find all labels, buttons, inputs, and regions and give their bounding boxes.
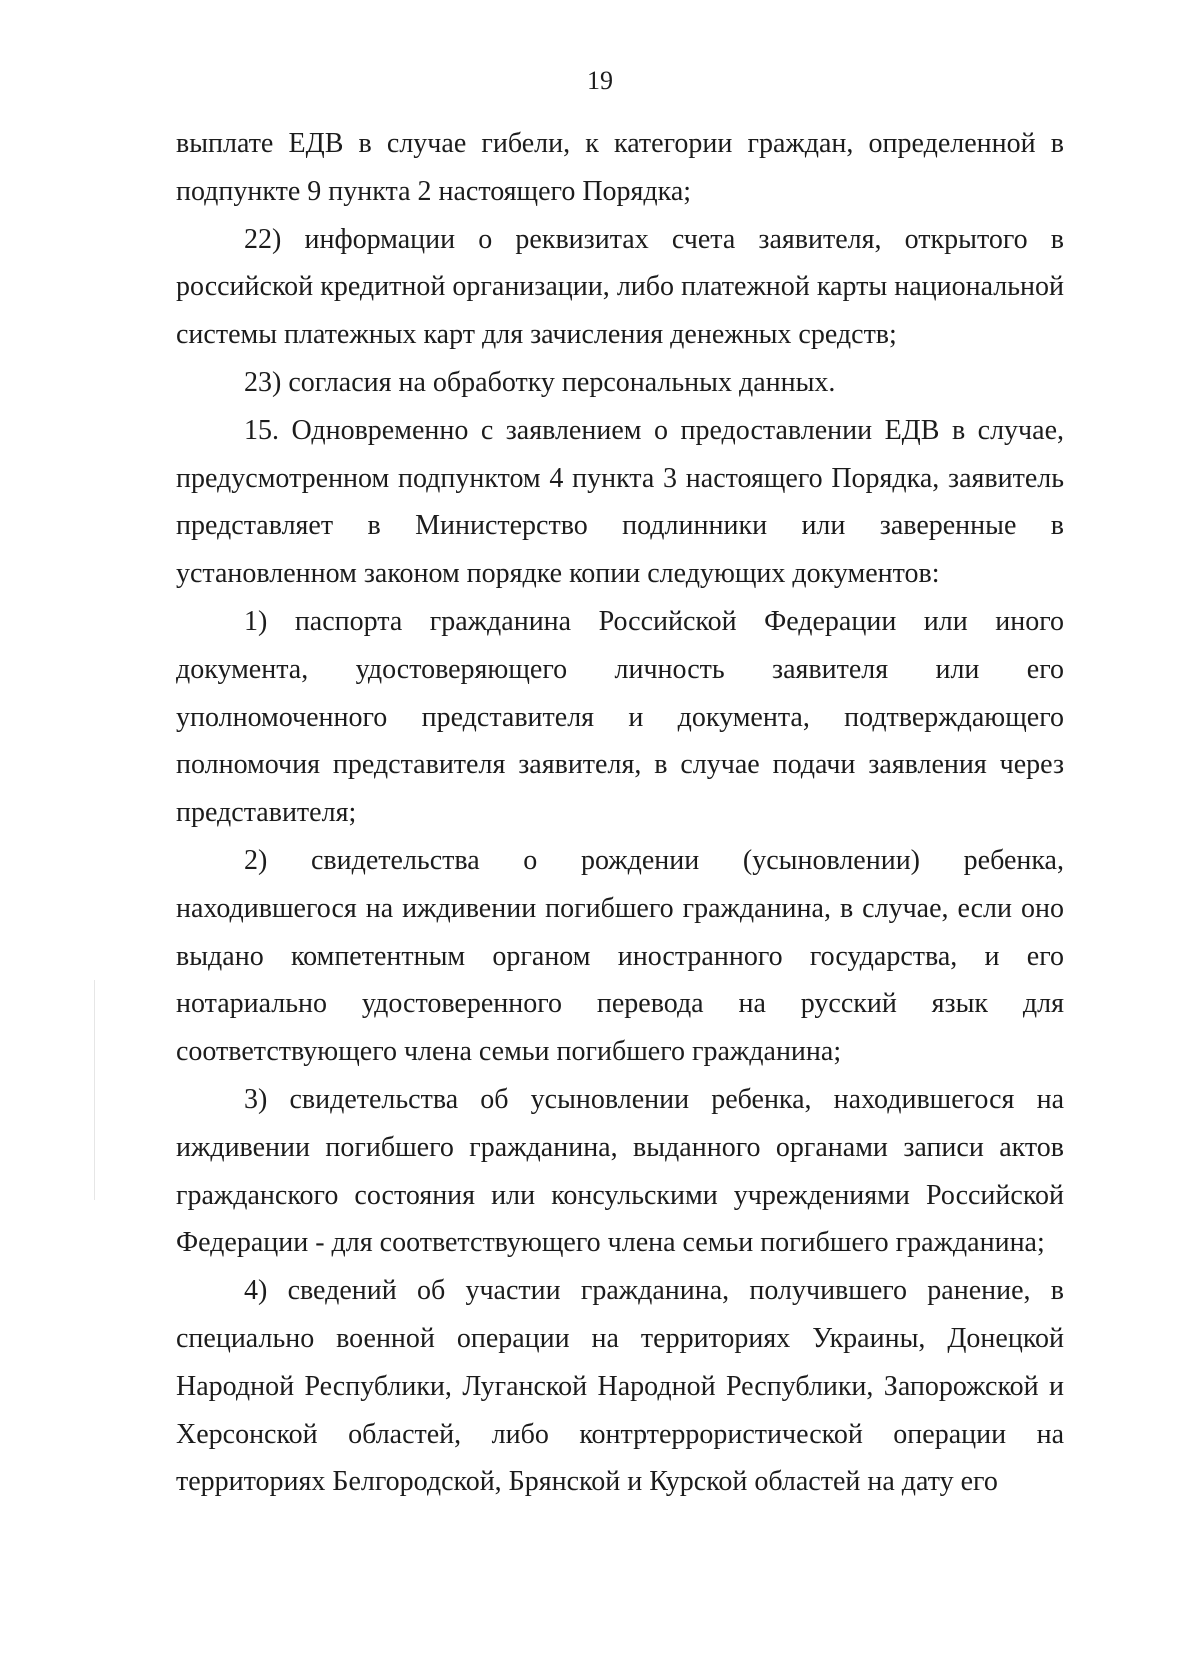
paragraph-item-22: 22) информации о реквизитах счета заявителя, открытого в российской кредитной организации, либо платежной карты национальной системы платежных карт для зачисления денежных средств; — [176, 223, 1064, 351]
paragraph-section-15: 15. Одновременно с заявлением о предоставлении ЕДВ в случае, предусмотренном подпунктом 4 пункта 3 настоящего Порядка, заявитель представляет в Министерство подлинники или заверенные в установленном законом порядке копии следующих документов: — [176, 414, 1064, 590]
scan-artifact-line — [94, 980, 95, 1200]
paragraph-item-1: 1) паспорта гражданина Российской Федерации или иного документа, удостоверяющего личность заявителя или его уполномоченного представителя и документа, подтверждающего полномочия представителя заявителя, в случае подачи заявления через представителя; — [176, 605, 1064, 829]
document-body — [176, 120, 1064, 1506]
paragraph-item-4: 4) сведений об участии гражданина, получившего ранение, в специально военной операции на территориях Украины, Донецкой Народной Республики, Луганской Народной Республики, Запорожской и Херсонской областей, либо контртеррористической операции на территориях Белгородской, Брянской и Курской областей на дату его — [176, 1275, 1064, 1498]
paragraph-item-3: 3) свидетельства об усыновлении ребенка, находившегося на иждивении погибшего гражданина, выданного органами записи актов гражданского состояния или консульскими учреждениями Российской Федерации - для соответствующего члена семьи погибшего гражданина; — [176, 1083, 1064, 1259]
page-number: 19 — [587, 66, 613, 95]
paragraph-continuation: выплате ЕДВ в случае гибели, к категории граждан, определенной в подпункте 9 пункта 2 настоящего Порядка; — [176, 128, 1064, 207]
paragraph-item-23: 23) согласия на обработку персональных данных. — [244, 366, 836, 398]
paragraph-item-2: 2) свидетельства о рождении (усыновлении) ребенка, находившегося на иждивении погибшего гражданина, в случае, если оно выдано компетентным органом иностранного государства, и его нотариально удостоверенного перевода на русский язык для соответствующего члена семьи погибшего гражданина; — [176, 844, 1064, 1068]
